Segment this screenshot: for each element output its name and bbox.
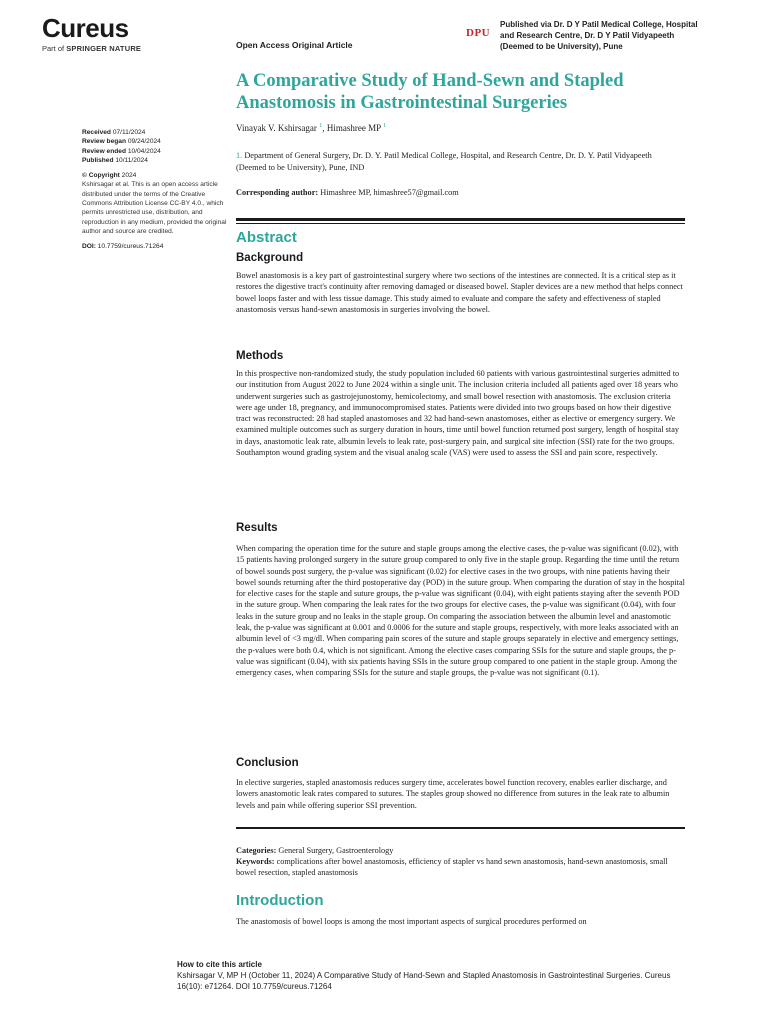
citation-footer bbox=[177, 959, 697, 992]
results-heading: Results bbox=[236, 522, 278, 534]
received-date: 07/11/2024 bbox=[112, 129, 146, 136]
categories bbox=[236, 845, 686, 856]
citation-heading: How to cite this article bbox=[177, 960, 262, 969]
published-row bbox=[82, 156, 227, 165]
affiliation bbox=[236, 150, 676, 173]
review-began-row bbox=[82, 137, 227, 146]
doi-link[interactable]: 10.7759/cureus.71264 bbox=[97, 243, 164, 251]
article-title: A Comparative Study of Hand-Sewn and Stapled Anastomosis in Gastrointestinal Surgeries bbox=[236, 71, 624, 113]
introduction-heading: Introduction bbox=[236, 892, 324, 909]
copyright-year: 2024 bbox=[121, 172, 137, 180]
copyright-row bbox=[82, 171, 227, 180]
citation-text: Kshirsagar V, MP H (October 11, 2024) A Comparative Study of Hand-Sewn and Stapled Anastomosis in Gastrointestinal Surgeries. Cureus 16(10): e71264. DOI 10.7759/cureus.71264 bbox=[177, 971, 671, 991]
author-name[interactable]: Vinayak V. Kshirsagar bbox=[236, 123, 317, 133]
review-ended-label: Review ended bbox=[82, 147, 126, 155]
corresponding-author bbox=[236, 188, 459, 197]
cureus-wordmark: Cureus bbox=[42, 13, 129, 43]
published-label: Published bbox=[82, 156, 114, 164]
publication-history-sidebar bbox=[82, 128, 227, 252]
license-text: Kshirsagar et al. This is an open access article distributed under the terms of the Creative Commons Attribution License CC-BY 4.0., which permits unrestricted use, distribution, and reproduction in any medium, provided the original author and source are credited. bbox=[82, 181, 227, 235]
tagline-prefix: Part of bbox=[42, 44, 65, 53]
background-paragraph: Bowel anastomosis is a key part of gastrointestinal surgery where two sections of the intestines are connected. It is a critical step as it restores the digestive tract's continuity after removing damaged or diseased bowel. Stapler devices are a new method that helps connect bowel loops faster and with less tissue damage. This study aimed to evaluate and compare the safety and effectiveness of stapled anastomosis versus hand-sewn anastomosis in surgeries involving the bowel. bbox=[236, 271, 683, 314]
published-via-text: Published via Dr. D Y Patil Medical College, Hospital and Research Centre, Dr. D Y Patil Vidyapeeth (Deemed to be University), Pune bbox=[500, 20, 698, 51]
doi-label: DOI: bbox=[82, 243, 96, 251]
keywords-value: complications after bowel anastomosis, efficiency of stapler vs hand sewn anastomosis, hand-sewn anastomosis, small bowel resection, stapled anastomosis bbox=[236, 857, 668, 878]
author-affiliation-marker[interactable]: 1 bbox=[319, 122, 323, 129]
methods-heading: Methods bbox=[236, 350, 284, 362]
review-began-date: 09/24/2024 bbox=[127, 138, 161, 146]
introduction-paragraph: The anastomosis of bowel loops is among the most important aspects of surgical procedures performed on bbox=[236, 917, 587, 926]
methods-paragraph: In this prospective non-randomized study, the study population included 60 patients with various gastrointestinal surgeries admitted to our institution from August 2022 to June 2024 within a single unit. The inclusion criteria included all patients aged over 18 years who underwent surgeries such as gastrojejunostomy, hemicolectomy, and small bowel resection with anastomosis. The exclusion criteria were age under 18, pregnancy, and immunocompromised states. Patients were divided into two groups based on how their digestive tract was reconstructed: 28 had stapled anastomoses and 32 had hand-sewn anastomoses, either as elective or emergency surgery. We examined multiple outcomes such as surgery duration in hours, time until bowel function returned post surgery, length of hospital stay in days, anastomotic leak rate, albumin levels to leak rate, post-surgery pain, and surgical site infection (SSI) rate for the two groups. Southampton wound grading system and the visual analog scale (VAS) were used to assess the SSI and pain score, respectively. bbox=[236, 369, 680, 458]
review-began-label: Review began bbox=[82, 138, 126, 146]
review-ended-row bbox=[82, 147, 227, 156]
received-row bbox=[82, 128, 227, 137]
tagline-brand: SPRINGER NATURE bbox=[66, 44, 142, 53]
affiliation-number: 1. bbox=[236, 151, 243, 160]
dpu-logo-icon: DPU bbox=[466, 27, 491, 39]
springer-nature-tagline bbox=[42, 44, 152, 53]
conclusion-heading: Conclusion bbox=[236, 757, 299, 769]
affiliation-text: Department of General Surgery, Dr. D. Y. Patil Medical College, Hospital, and Research Centre, Dr. D. Y. Patil Vidyapeeth (Deemed to be University), Pune, IND bbox=[236, 151, 652, 172]
corresponding-author-label: Corresponding author: bbox=[236, 188, 319, 197]
abstract-heading: Abstract bbox=[236, 229, 297, 246]
author-affiliation-marker[interactable]: 1 bbox=[383, 122, 387, 129]
keywords bbox=[236, 856, 686, 879]
results-paragraph: When comparing the operation time for the suture and staple groups among the elective cases, the p-value was significant (0.02), with 15 patients having prolonged surgery in the suture group compared to only five in the staple group. Regarding the time until the return of bowel sounds post surgery, the p-value was significant (0.02) for elective cases in the two groups, with nine patients having their bowel sounds returning after the third postoperative day (POD) in the suture group. When comparing the duration of stay in the hospital for elective cases for the staple and suture groups, the p-value was significant (0.04), with eight patients staying after the seventh POD in the suture group. When comparing the leak rates for the two groups for elective cases, the p-value was significant (0.04), with four leaks in the suture group and no leaks in the staple group. On comparing the association between the albumin level and anastomotic leak, the p-value was significant at 0.001 and 0.0006 for the suture and staple groups, respectively, with more leaks associated with an albumin level of <3 mg/dl. When comparing pain scores of the suture and staple groups separately in elective and emergency settings, the p-values were both 0.4, which is not significant. Among the elective cases comparing SSIs for the suture and staple groups, the p-value was significant (0.04), with six patients having SSIs in the suture group compared to one patient in the staple group. Among the emergency cases, when comparing SSIs for the suture and staple groups, the p-value was not significant (0.1). bbox=[236, 544, 685, 678]
article-type-label: Open Access Original Article bbox=[236, 40, 353, 50]
conclusion-paragraph: In elective surgeries, stapled anastomosis reduces surgery time, accelerates bowel function recovery, enables earlier discharge, and lowers anastomotic leak rates compared to sutures. The staples group showed no difference from sutures in the leak rate to albumin levels and pain while offering superior SSI prevention. bbox=[236, 778, 670, 810]
published-date: 10/11/2024 bbox=[115, 156, 148, 164]
review-ended-date: 10/04/2024 bbox=[127, 147, 161, 155]
section-divider bbox=[236, 223, 685, 224]
corresponding-author-value[interactable]: Himashree MP, himashree57@gmail.com bbox=[320, 188, 459, 197]
keywords-label: Keywords: bbox=[236, 857, 275, 866]
section-divider bbox=[236, 827, 685, 829]
cureus-logo[interactable] bbox=[42, 14, 152, 53]
doi-row bbox=[82, 242, 227, 251]
received-label: Received bbox=[82, 129, 111, 136]
categories-value[interactable]: General Surgery, Gastroenterology bbox=[278, 846, 394, 855]
categories-label: Categories: bbox=[236, 846, 277, 855]
author-list: Vinayak V. Kshirsagar $^1$, Himashree MP $^1$ bbox=[236, 122, 387, 133]
author-name[interactable]: Himashree MP bbox=[326, 123, 381, 133]
background-heading: Background bbox=[236, 252, 304, 264]
section-divider bbox=[236, 218, 685, 221]
copyright-label: © Copyright bbox=[82, 172, 120, 180]
